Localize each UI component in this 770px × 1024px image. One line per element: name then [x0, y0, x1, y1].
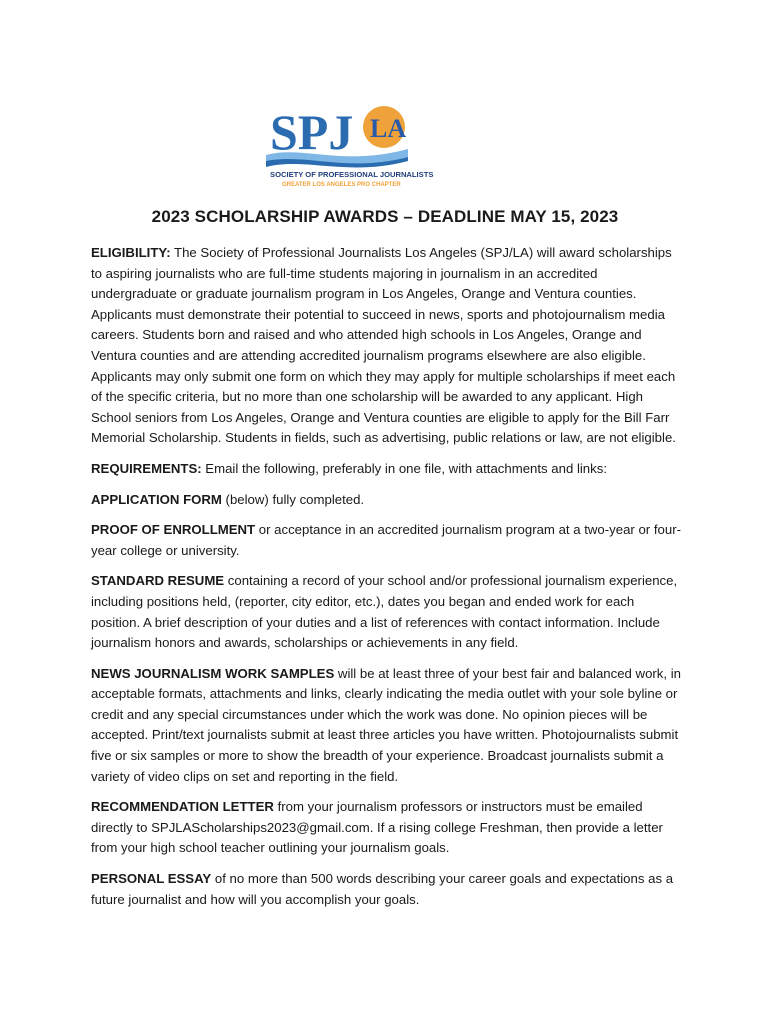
recommendation-letter-paragraph — [91, 797, 681, 859]
personal-essay-heading: PERSONAL ESSAY — [91, 871, 212, 887]
eligibility-heading: ELIGIBILITY: — [91, 245, 171, 260]
spj-la-logo — [262, 97, 434, 189]
recommendation-letter-heading: RECOMMENDATION LETTER — [91, 799, 274, 815]
eligibility-paragraph — [91, 243, 681, 449]
proof-of-enrollment-paragraph — [91, 520, 681, 561]
logo-text-chapter: GREATER LOS ANGELES PRO CHAPTER — [282, 182, 401, 188]
document-body — [91, 243, 681, 920]
work-samples-heading: NEWS JOURNALISM WORK SAMPLES — [91, 665, 335, 681]
logo-text-badge: LA — [370, 114, 407, 143]
personal-essay-paragraph — [91, 869, 681, 910]
standard-resume-paragraph — [91, 571, 681, 653]
proof-of-enrollment-heading: PROOF OF ENROLLMENT — [91, 522, 256, 538]
spj-la-logo-graphic — [262, 97, 434, 189]
logo-text-org: SOCIETY OF PROFESSIONAL JOURNALISTS — [270, 170, 434, 179]
proof-of-enrollment-text: or acceptance in an accredited journalism program at a two-year or four-year college or university. — [91, 522, 681, 558]
application-form-paragraph — [91, 490, 681, 511]
requirements-paragraph — [91, 459, 681, 480]
standard-resume-heading: STANDARD RESUME — [91, 573, 225, 589]
logo-text-main: SPJ — [270, 104, 354, 160]
work-samples-text: will be at least three of your best fair and balanced work, in acceptable formats, attachments and links, clearly indicating the media outlet with your sole byline or credit and any special circumstances under which the work was done. No opinion pieces will be accepted. Print/text journalists submit at least three articles you have written. Photojournalists submit five or six samples or more to show the breadth of your experience. Broadcast journalists submit a variety of video clips on set and reporting in the field. — [91, 665, 681, 784]
application-form-heading: APPLICATION FORM — [91, 491, 222, 507]
requirements-heading: REQUIREMENTS: — [91, 460, 202, 476]
eligibility-text: The Society of Professional Journalists Los Angeles (SPJ/LA) will award scholarships to aspiring journalists who are full-time students majoring in journalism in an accredited undergraduate or graduate journalism program in Los Angeles, Orange and Ventura counties. Applicants must demonstrate their potential to succeed in news, sports and photojournalism media careers. Students born and raised and who attended high schools in Los Angeles, Orange and Ventura counties and are attending accredited journalism programs elsewhere are also eligible. Applicants may only submit one form on which they may apply for multiple scholarships if meet each of the specific criteria, but no more than one scholarship will be awarded to any applicant. High School seniors from Los Angeles, Orange and Ventura counties are eligible to apply for the Bill Farr Memorial Scholarship. Students in fields, such as advertising, public relations or law, are not eligible. — [91, 245, 676, 446]
recommendation-letter-text: from your journalism professors or instructors must be emailed directly to SPJLAScholarships2023@gmail.com. If a rising college Freshman, then provide a letter from your high school teacher outlining your journalism goals. — [91, 799, 663, 856]
standard-resume-text: containing a record of your school and/or professional journalism experience, including positions held, (reporter, city editor, etc.), dates you began and ended work for each position. A brief description of your duties and a list of references with contact information. Include journalism honors and awards, scholarships or achievements in any field. — [91, 573, 678, 651]
application-form-text: (below) fully completed. — [221, 491, 365, 507]
requirements-text: Email the following, preferably in one file, with attachments and links: — [201, 460, 607, 476]
personal-essay-text: of no more than 500 words describing your career goals and expectations as a future journalist and how will you accomplish your goals. — [91, 871, 674, 907]
document-title: 2023 SCHOLARSHIP AWARDS – DEADLINE MAY 15, 2023 — [151, 207, 619, 226]
work-samples-paragraph — [91, 664, 681, 788]
